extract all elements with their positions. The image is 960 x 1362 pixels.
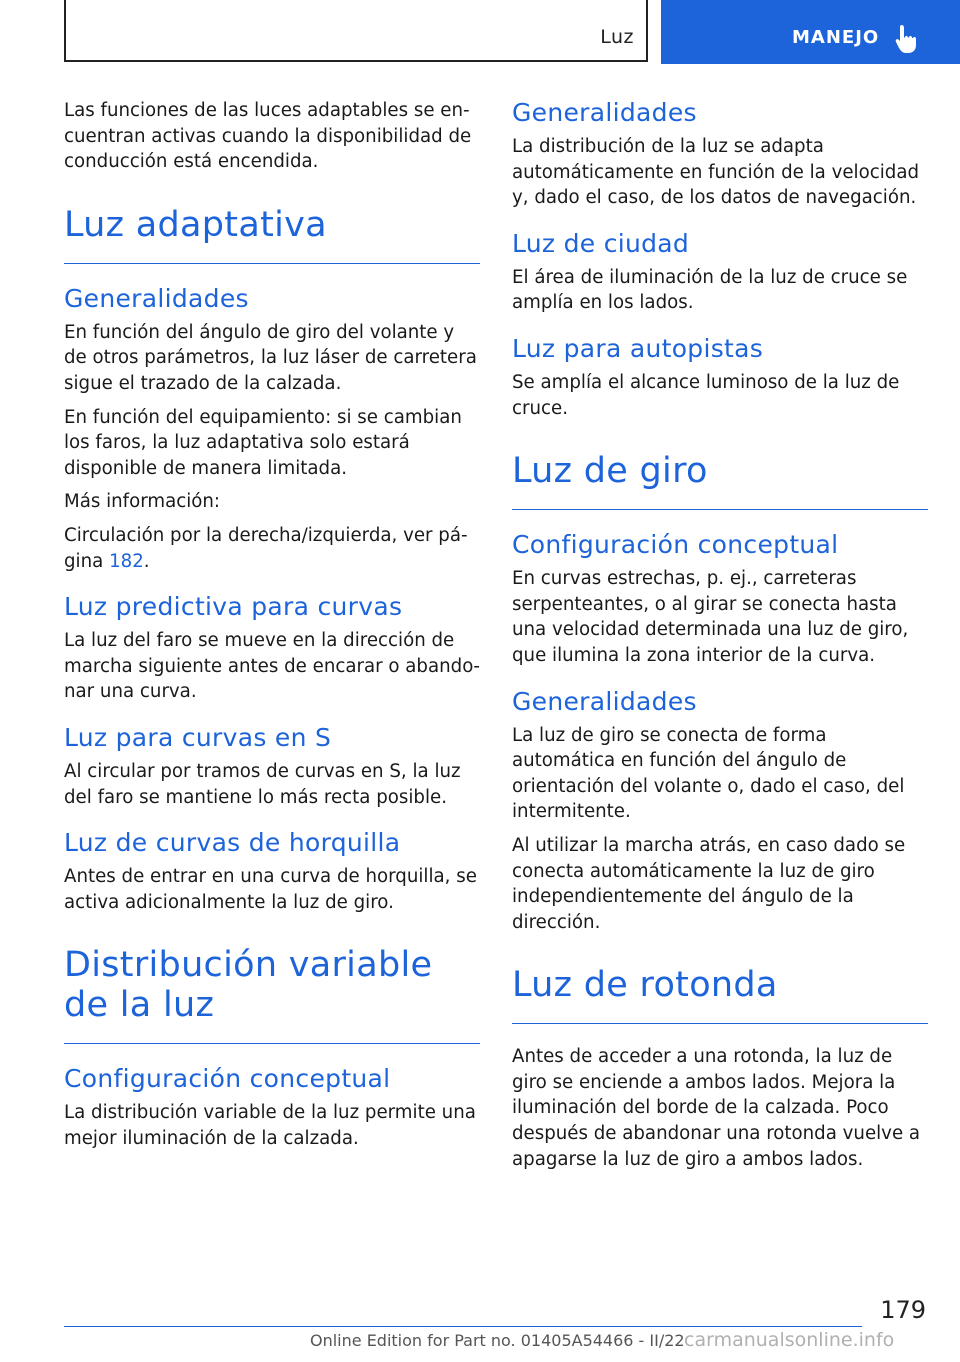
page-number: 179 <box>880 1296 926 1324</box>
left-column <box>64 98 480 1159</box>
heading-roundabout-light: Luz de rotonda <box>512 965 928 1024</box>
paragraph: Antes de entrar en una curva de horquilla, se activa adicionalmente la luz de giro. <box>64 866 477 913</box>
footer-divider <box>64 1326 862 1327</box>
subheading-general: Generalidades <box>512 686 697 716</box>
subheading-highway: Luz para autopistas <box>512 333 764 363</box>
paragraph: El área de iluminación de la luz de cruce se amplía en los lados. <box>512 266 908 314</box>
paragraph: La distribución de la luz se adapta automáticamente en función de la velocidad y, dado el caso, de los datos de navegación. <box>512 136 920 209</box>
paragraph: Antes de acceder a una rotonda, la luz de giro se enciende a ambos lados. Mejora la iluminación del borde de la calzada. Poco después de abandonar una rotonda vuelve a apagarse la luz de giro a ambos lados. <box>512 1046 921 1170</box>
paragraph: Más información: <box>64 491 221 513</box>
crossref-end: . <box>143 550 150 572</box>
paragraph: En función del equipamiento: si se cambian los faros, la luz adaptativa solo estará disponible de manera limitada. <box>64 406 462 479</box>
crossref-text: Circulación por la derecha/izquierda, ver página <box>64 524 468 572</box>
right-column <box>512 98 928 1180</box>
paragraph: La distribución variable de la luz permite una mejor iluminación de la calzada. <box>64 1102 476 1149</box>
chapter-label: MANEJO <box>792 27 880 48</box>
subheading-predictive: Luz predictiva para curvas <box>64 592 403 622</box>
paragraph: En curvas estrechas, p. ej., carreteras serpenteantes, o al girar se conecta hasta una velocidad determinada una luz de giro, que ilumina la zona interior de la curva. <box>512 568 909 666</box>
hand-pointer-icon <box>895 24 921 54</box>
subheading-concept: Configuración conceptual <box>512 530 839 560</box>
intro-paragraph: Las funciones de las luces adaptables se encuentran activas cuando la disponibilidad de conducción está encendida. <box>64 100 472 173</box>
paragraph: En función del ángulo de giro del volante y de otros parámetros, la luz láser de carretera sigue el trazado de la calzada. <box>64 321 477 394</box>
subheading-concept: Configuración conceptual <box>64 1064 391 1094</box>
page-link[interactable]: 182 <box>109 550 144 572</box>
subheading-general: Generalidades <box>64 283 249 313</box>
paragraph: La luz del faro se mueve en la dirección de marcha siguiente antes de encarar o abandonar una curva. <box>64 630 480 703</box>
paragraph: Se amplía el alcance luminoso de la luz de cruce. <box>512 371 900 419</box>
edition-text: Online Edition for Part no. 01405A54466 - II/22 <box>310 1331 685 1350</box>
header-section-box <box>64 0 648 62</box>
subheading-general: Generalidades <box>512 98 697 127</box>
heading-variable-distribution: Distribución variable de la luz <box>64 945 480 1044</box>
subheading-s-curves: Luz para curvas en S <box>64 722 332 752</box>
paragraph: Al circular por tramos de curvas en S, la luz del faro se mantiene lo más recta posible. <box>64 760 461 808</box>
paragraph: La luz de giro se conecta de forma automática en función del ángulo de orientación del volante o, dado el caso, del intermitente. <box>512 724 905 823</box>
subheading-city: Luz de ciudad <box>512 228 690 258</box>
paragraph: Al utilizar la marcha atrás, en caso dado se conecta automáticamente la luz de giro independientemente del ángulo de la dirección. <box>512 834 906 933</box>
heading-adaptive-light: Luz adaptativa <box>64 205 480 264</box>
subheading-hairpin: Luz de curvas de horquilla <box>64 828 401 858</box>
chapter-tab[interactable] <box>661 0 960 64</box>
heading-turn-light: Luz de giro <box>512 451 928 510</box>
watermark: carmanualsonline.info <box>684 1329 895 1351</box>
section-title: Luz <box>600 26 634 48</box>
paragraph-crossref <box>64 523 480 574</box>
